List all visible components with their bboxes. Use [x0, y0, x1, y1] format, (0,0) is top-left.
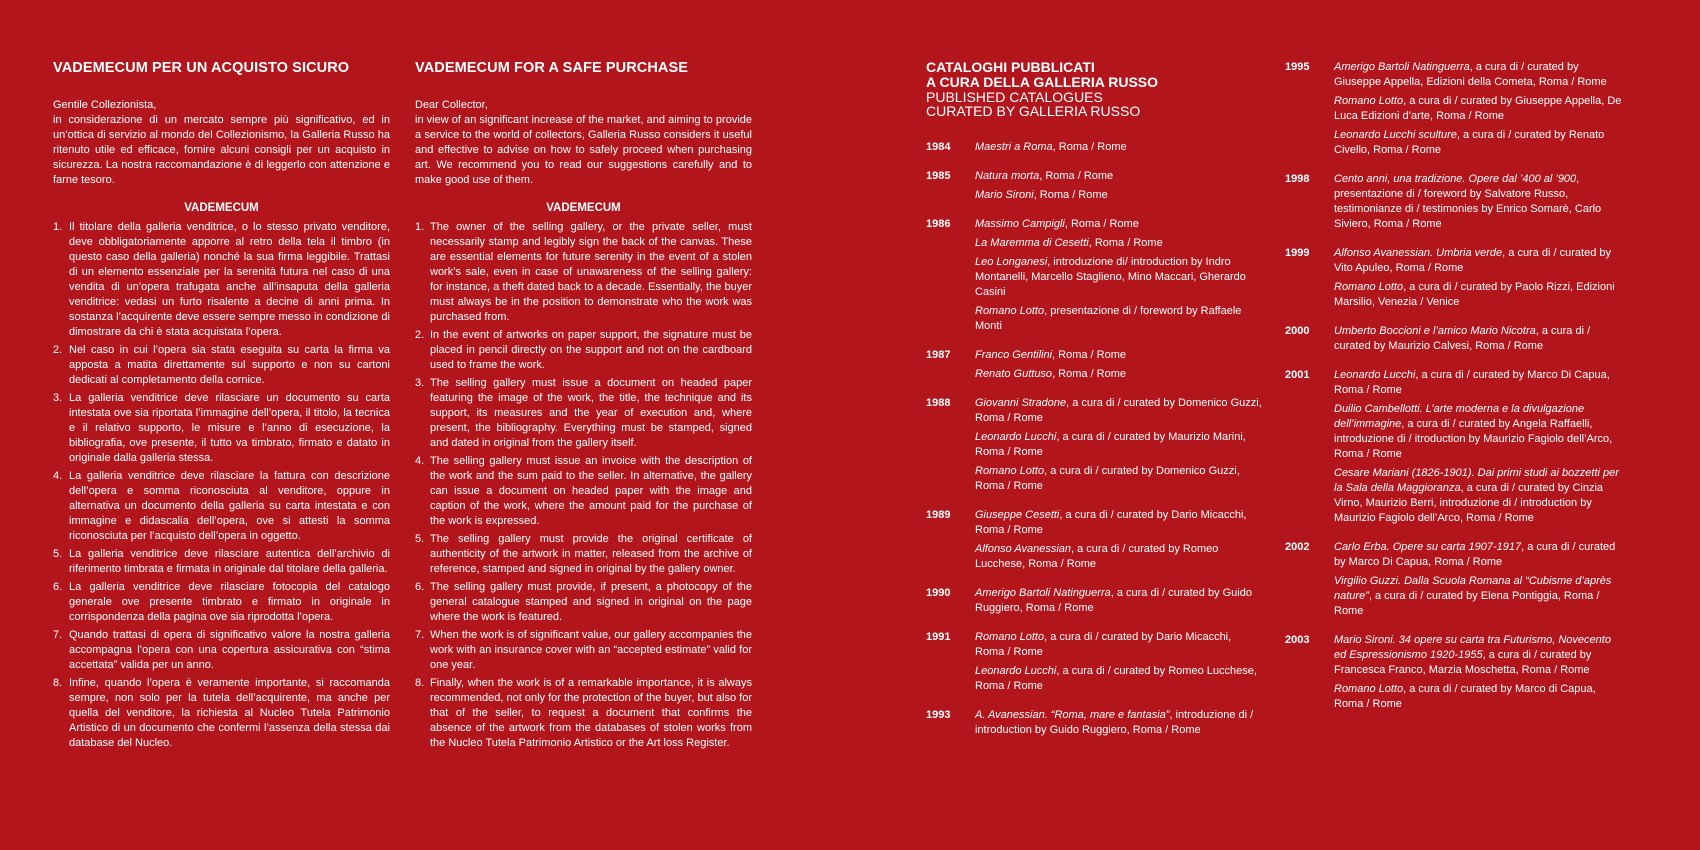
item-text: The selling gallery must issue an invoice with the description of the work and the sum paid to the seller. In alternative, the gallery can issue a document on headed paper with the image and caption of the work, where the amount paid for the purchase of the work is expressed. [430, 455, 752, 527]
catalogue-title: Romano Lotto [1334, 95, 1404, 107]
item-text: La galleria venditrice deve rilasciare un documento su carta intestata ove sia riportata l’immagine dell’opera, il titolo, la tecnica e il relativo supporto, le misure e l’anno di esecuzione, la bibliografia, ove presente, il tutto va timbrato, firmato e datato in originale dalla galleria stessa. [69, 392, 390, 464]
catalogue-entry [975, 217, 1262, 232]
catalogue-title: Leonardo Lucchi [975, 431, 1057, 443]
catalogue-year: 2001 [1285, 369, 1310, 381]
catalogue-title: Amerigo Bartoli Natinguerra [975, 587, 1111, 599]
vademecum-item [53, 469, 390, 544]
item-text: Il titolare della galleria venditrice, o lo stesso privato venditore, deve obbligatoriamente apporre al retro della tela il timbro (in questo caso della galleria) nonché la sua firma leggibile. Trattasi di un elemento essenziale per la serenità futura nel caso di una vendita di un’opera trafugata anche all’insaputa della galleria venditrice: vedasi un furto risalente a decine di anni prima. In sostanza l’acquirente deve essere sempre messo in condizione di dimostrare da chi è stata acquistata l’opera. [69, 221, 390, 338]
catalogue-title: Carlo Erba. Opere su carta 1907-1917 [1334, 541, 1522, 553]
vademecum-item [415, 454, 752, 529]
item-text: The owner of the selling gallery, or the private seller, must necessarily stamp and legibly sign the back of the canvas. These are essential elements for future serenity in the event of a stolen work’s sale, even in case of unawareness of the selling gallery: for instance, a theft dated back to a decade. Essentially, the buyer must always be in the position to demonstrate who the work was purchased from. [430, 221, 752, 323]
item-text: In the event of artworks on paper support, the signature must be placed in pencil directly on the support and not on the cardboard used to frame the work. [430, 329, 752, 371]
catalogue-title: Mario Sironi. 34 opere su carta tra Futurismo, Novecento ed Espressionismo 1920-1955 [1334, 634, 1611, 661]
item-number: 5. [415, 533, 425, 545]
catalogue-details: , Roma / Rome [1052, 141, 1127, 153]
vademecum-item [415, 220, 752, 325]
catalogue-title: Giovanni Stradone [975, 397, 1067, 409]
catalogue-details: , a cura di / curated by Giuseppe Appella, De Luca Edizioni d’arte, Roma / Rome [1334, 95, 1622, 122]
item-number: 4. [415, 455, 425, 467]
catalogue-year: 1991 [926, 631, 951, 643]
catalogue-entry [975, 586, 1262, 616]
catalogue-entry [975, 396, 1262, 426]
catalogue-title: Giuseppe Cesetti [975, 509, 1060, 521]
catalogue-details: , presentazione di / foreword by Salvatore Russo, testimonianze di / testimonies by Enrico Somarè, Carlo Siviero, Roma / Rome [1334, 173, 1602, 230]
catalogue-year-block [926, 630, 1262, 694]
catalogue-year-block [926, 140, 1262, 155]
catalogue-title: Alfonso Avanessian [975, 543, 1072, 555]
vademecum-english-intro [415, 98, 752, 188]
catalogue-details: , a cura di / curated by Angela Raffaelli, introduzione di / itroduction by Maurizio Fagiolo dell’Arco, Roma / Rome [1334, 418, 1613, 460]
catalogue-entry [975, 630, 1262, 660]
catalogue-title: Virgilio Guzzi. Dalla Scuola Romana al “Cubisme d’après nature” [1334, 575, 1612, 602]
vademecum-english-subheading: VADEMECUM [546, 202, 621, 214]
catalogues-title-line2: A CURA DELLA GALLERIA RUSSO [926, 74, 1159, 90]
item-text: Finally, when the work is of a remarkable importance, it is always recommended, not only for the protection of the buyer, but also for that of the seller, to request a document that confirms the absence of the artwork from the databases of stolen works from the Nucleo Tutela Patrimonio Artistico or the Art loss Register. [430, 677, 752, 749]
catalogue-details: , a cura di / curated by Elena Pontiggia, Roma / Rome [1334, 590, 1600, 617]
catalogue-year-block [926, 508, 1262, 572]
item-text: La galleria venditrice deve rilasciare fotocopia del catalogo generale ove presente timbrato e firmato in originale in corrispondenza della pagina ove sia riprodotta l’opera. [69, 581, 390, 623]
catalogue-entry [1334, 466, 1625, 526]
item-text: La galleria venditrice deve rilasciare la fattura con descrizione dell’opera e somma riconosciuta al venditore, oppure in alternativa un documento della galleria su carta intestata e con immagine e didascalia dell’opera, ove si attesti la somma riconosciuta per l’acquisto dell’opera in oggetto. [69, 470, 390, 542]
item-number: 1. [53, 221, 63, 233]
catalogue-year: 1984 [926, 141, 951, 153]
item-number: 2. [415, 329, 425, 341]
catalogue-title: Mario Sironi [975, 189, 1034, 201]
catalogue-details: , a cura di / curated by Marco Di Capua, Roma / Rome [1334, 369, 1610, 396]
catalogues-subtitle-line2: CURATED BY GALLERIA RUSSO [926, 103, 1141, 119]
catalogue-year: 1999 [1285, 247, 1310, 259]
catalogue-entry [1334, 402, 1625, 462]
catalogue-details: , a cura di / curated by Paolo Rizzi, Edizioni Marsilio, Venezia / Venice [1334, 281, 1615, 308]
catalogue-entries [1334, 172, 1625, 232]
catalogue-year-block [1285, 60, 1625, 158]
vademecum-item [415, 328, 752, 373]
catalogue-title: Romano Lotto [975, 465, 1045, 477]
catalogue-details: , Roma / Rome [1064, 218, 1139, 230]
catalogue-year: 2003 [1285, 634, 1310, 646]
catalogues-title-line1: CATALOGHI PUBBLICATI [926, 59, 1095, 75]
catalogue-details: , Roma / Rome [1088, 237, 1163, 249]
catalogue-title: Cesare Mariani (1826-1901). Dai primi studi ai bozzetti per la Sala della Maggioranza [1334, 467, 1619, 494]
catalogue-details: , Roma / Rome [1052, 368, 1127, 380]
catalogues-subtitle [926, 90, 1262, 118]
catalogue-title: Natura morta [975, 170, 1040, 182]
vademecum-italian-title: VADEMECUM PER UN ACQUISTO SICURO [53, 60, 350, 76]
catalogue-title: La Maremma di Cesetti [975, 237, 1089, 249]
vademecum-item [53, 343, 390, 388]
item-number: 7. [415, 629, 425, 641]
catalogue-year: 1988 [926, 397, 951, 409]
catalogue-entry [975, 664, 1262, 694]
vademecum-item [415, 676, 752, 751]
catalogue-entry [1334, 368, 1625, 398]
vademecum-item [415, 580, 752, 625]
catalogue-year: 1995 [1285, 61, 1310, 73]
catalogue-title: Romano Lotto [975, 631, 1045, 643]
catalogue-title: Umberto Boccioni e l’amico Mario Nicotra [1334, 325, 1536, 337]
catalogue-year: 1989 [926, 509, 951, 521]
catalogues-subtitle-line1: PUBLISHED CATALOGUES [926, 89, 1103, 105]
vademecum-italian-subheading: VADEMECUM [184, 202, 259, 214]
vademecum-italian-intro [53, 98, 390, 188]
intro-text: Gentile Collezionista, in considerazione di un mercato sempre più significativo, ed in un’ottica di servizio al mondo del Collezionismo, la Galleria Russo ha ritenuto utile ed efficace, fornire alcuni consigli per un acquisto in sicurezza. La nostra raccomandazione è di leggerlo con attenzione e farne tesoro. [53, 99, 390, 186]
vademecum-item [53, 547, 390, 577]
catalogue-year-block [1285, 368, 1625, 526]
catalogue-year: 1993 [926, 709, 951, 721]
catalogue-details: , introduzione di / introduction by Guido Ruggiero, Roma / Rome [975, 709, 1254, 736]
catalogue-entry [1334, 246, 1625, 276]
catalogue-details: , Roma / Rome [1033, 189, 1108, 201]
catalogue-year-block [1285, 172, 1625, 232]
item-text: The selling gallery must issue a document on headed paper featuring the image of the work, the title, the technique and its support, its measures and the year of execution and, where present, the bibliography. Everything must be stamped, signed and dated in original from the gallery itself. [430, 377, 752, 449]
catalogue-title: Alfonso Avanessian. Umbria verde [1334, 247, 1503, 259]
catalogue-entry [975, 188, 1262, 203]
vademecum-english-column [415, 60, 752, 754]
catalogue-year: 1990 [926, 587, 951, 599]
catalogue-entries [975, 708, 1262, 738]
catalogue-title: Romano Lotto [975, 305, 1045, 317]
catalogue-title: Romano Lotto [1334, 281, 1404, 293]
item-text: Infine, quando l’opera è veramente importante, si raccomanda sempre, non solo per la tutela dell’acquirente, ma anche per quella del venditore, la richiesta al Nucleo Tutela Patrimonio Artistico di un documento che confermi l’assenza della stessa dai database del Nucleo. [69, 677, 390, 749]
catalogue-title: Leonardo Lucchi sculture [1334, 129, 1457, 141]
catalogue-entry [975, 236, 1262, 251]
catalogue-year-block [926, 708, 1262, 738]
catalogue-entry [1334, 128, 1625, 158]
catalogue-entries [975, 217, 1262, 334]
catalogue-year: 1986 [926, 218, 951, 230]
catalogue-entry [1334, 574, 1625, 619]
catalogue-entry [975, 464, 1262, 494]
catalogue-title: Massimo Campigli [975, 218, 1065, 230]
item-number: 3. [415, 377, 425, 389]
catalogue-year-block [1285, 324, 1625, 354]
vademecum-item [415, 376, 752, 451]
catalogue-entry [1334, 324, 1625, 354]
item-text: La galleria venditrice deve rilasciare autentica dell’archivio di riferimento timbrata e firmata in originale dal titolare della galleria. [69, 548, 390, 575]
catalogue-details: , a cura di / curated by Domenico Guzzi, Roma / Rome [975, 465, 1240, 492]
item-text: The selling gallery must provide, if present, a photocopy of the general catalogue stamped and signed in original on the page where the work is featured. [430, 581, 752, 623]
vademecum-english-title: VADEMECUM FOR A SAFE PURCHASE [415, 60, 689, 76]
catalogue-title: Amerigo Bartoli Natinguerra [1334, 61, 1470, 73]
item-number: 8. [53, 677, 63, 689]
catalogue-entry [975, 367, 1262, 382]
catalogue-entries [1334, 324, 1625, 354]
vademecum-item [53, 676, 390, 751]
item-number: 7. [53, 629, 63, 641]
item-text: Quando trattasi di opera di significativo valore la nostra galleria accompagna l’opera con una copertura assicurativa con “stima accettata” valida per un anno. [69, 629, 390, 671]
catalogue-entries [975, 169, 1262, 203]
catalogues-column-left [926, 60, 1262, 752]
item-text: The selling gallery must provide the original certificate of authenticity of the artwork in matter, released from the archive of reference, stamped and signed in original by the gallery owner. [430, 533, 752, 575]
vademecum-item [415, 628, 752, 673]
catalogue-year-block [926, 217, 1262, 334]
catalogue-entry [1334, 94, 1625, 124]
item-text: Nel caso in cui l’opera sia stata eseguita su carta la firma va apposta a matita direttamente sul supporto e non su cartoni dedicati al completamento della cornice. [69, 344, 390, 386]
catalogue-entry [1334, 280, 1625, 310]
catalogue-entry [975, 708, 1262, 738]
catalogue-details: , a cura di / curated by Maurizio Calvesi, Roma / Rome [1334, 325, 1591, 352]
vademecum-item [53, 391, 390, 466]
catalogue-year: 1985 [926, 170, 951, 182]
catalogue-entries [975, 348, 1262, 382]
catalogue-entries [1334, 246, 1625, 310]
catalogue-entry [1334, 540, 1625, 570]
catalogue-details: , a cura di / curated by Giuseppe Appella, Edizioni della Cometa, Roma / Rome [1334, 61, 1607, 88]
catalogue-year-block [926, 169, 1262, 203]
catalogue-details: , a cura di / curated by Marco Di Capua, Roma / Rome [1334, 541, 1616, 568]
catalogue-entry [975, 348, 1262, 363]
vademecum-english-list [415, 220, 752, 751]
catalogue-entries [975, 396, 1262, 494]
catalogue-year-block [926, 396, 1262, 494]
catalogues-column-right [1285, 60, 1625, 726]
item-text: When the work is of significant value, our gallery accompanies the work with an insurance cover with an “accepted estimate” valid for one year. [430, 629, 752, 671]
item-number: 6. [53, 581, 63, 593]
catalogue-years-left [926, 140, 1262, 738]
vademecum-italian-list [53, 220, 390, 751]
catalogue-years-right [1285, 60, 1625, 712]
vademecum-item [53, 580, 390, 625]
catalogue-entries [975, 140, 1262, 155]
catalogue-details: , a cura di / curated by Guido Ruggiero, Roma / Rome [975, 587, 1252, 614]
item-number: 1. [415, 221, 425, 233]
catalogue-year-block [926, 348, 1262, 382]
item-number: 8. [415, 677, 425, 689]
catalogue-details: , a cura di / curated by Cinzia Virno, Maurizio Berri, introduzione di / introduction by Maurizio Fagiolo dell’Arco, Roma / Rome [1334, 482, 1604, 524]
catalogue-entry [975, 542, 1262, 572]
catalogue-title: Franco Gentilini [975, 349, 1053, 361]
catalogue-details: , a cura di / curated by Vito Apuleo, Roma / Rome [1334, 247, 1611, 274]
catalogue-entries [975, 508, 1262, 572]
catalogue-year-block [1285, 633, 1625, 712]
catalogue-year: 2000 [1285, 325, 1310, 337]
catalogues-title [926, 60, 1262, 90]
catalogue-entries [975, 630, 1262, 694]
catalogue-title: Romano Lotto [1334, 683, 1404, 695]
catalogue-entry [975, 508, 1262, 538]
catalogue-year: 1998 [1285, 173, 1310, 185]
catalogue-details: , a cura di / curated by Maurizio Marini, Roma / Rome [975, 431, 1246, 458]
item-number: 4. [53, 470, 63, 482]
catalogue-title: Maestri a Roma [975, 141, 1053, 153]
vademecum-italian-column [53, 60, 390, 754]
catalogue-title: Leo Longanesi [975, 256, 1048, 268]
catalogue-entry [975, 304, 1262, 334]
catalogue-title: Renato Guttuso [975, 368, 1053, 380]
catalogue-details: , a cura di / curated by Francesca Franco, Marzia Moschetta, Roma / Rome [1334, 649, 1592, 676]
catalogue-details: , a cura di / curated by Renato Civello, Roma / Rome [1334, 129, 1605, 156]
catalogue-year: 1987 [926, 349, 951, 361]
catalogue-entry [1334, 633, 1625, 678]
catalogue-year-block [1285, 246, 1625, 310]
catalogue-year-block [926, 586, 1262, 616]
catalogue-details: , Roma / Rome [1039, 170, 1114, 182]
catalogue-entries [975, 586, 1262, 616]
vademecum-item [53, 628, 390, 673]
catalogue-details: , introduzione di/ introduction by Indro Montanelli, Marcello Staglieno, Mino Maccari, Gherardo Casini [975, 256, 1246, 298]
catalogue-details: , a cura di / curated by Domenico Guzzi, Roma / Rome [975, 397, 1262, 424]
catalogue-entry [1334, 682, 1625, 712]
catalogue-details: , presentazione di / foreword by Raffaele Monti [975, 305, 1242, 332]
catalogue-year-block [1285, 540, 1625, 619]
catalogue-details: , a cura di / curated by Dario Micacchi, Roma / Rome [975, 509, 1247, 536]
catalogue-details: , a cura di / curated by Romeo Lucchese, Roma / Rome [975, 665, 1257, 692]
catalogue-title: A. Avanessian. “Roma, mare e fantasia” [975, 709, 1170, 721]
catalogue-entry [1334, 60, 1625, 90]
catalogue-title: Leonardo Lucchi [1334, 369, 1416, 381]
catalogue-details: , a cura di / curated by Romeo Lucchese, Roma / Rome [975, 543, 1219, 570]
catalogue-year: 2002 [1285, 541, 1310, 553]
catalogue-title: Leonardo Lucchi [975, 665, 1057, 677]
catalogue-title: Cento anni, una tradizione. Opere dal ’400 al ’900 [1334, 173, 1577, 185]
catalogue-details: , a cura di / curated by Dario Micacchi, Roma / Rome [975, 631, 1232, 658]
catalogue-entries [1334, 633, 1625, 712]
vademecum-item [415, 532, 752, 577]
catalogue-entry [975, 169, 1262, 184]
catalogue-details: , Roma / Rome [1052, 349, 1127, 361]
catalogue-title: Duilio Cambellotti. L’arte moderna e la divulgazione dell’immagine [1334, 403, 1585, 430]
vademecum-item [53, 220, 390, 340]
catalogue-details: , a cura di / curated by Marco di Capua, Roma / Rome [1334, 683, 1596, 710]
catalogue-entry [975, 255, 1262, 300]
item-number: 3. [53, 392, 63, 404]
catalogue-entry [975, 140, 1262, 155]
catalogue-entry [975, 430, 1262, 460]
catalogue-entries [1334, 540, 1625, 619]
catalogue-entries [1334, 60, 1625, 158]
catalogue-entries [1334, 368, 1625, 526]
item-number: 2. [53, 344, 63, 356]
item-number: 5. [53, 548, 63, 560]
intro-text: Dear Collector, in view of an significant increase of the market, and aiming to provide a service to the world of collectors, Galleria Russo considers it useful and effective to advise on how to safely proceed when purchasing art. We recommend you to read our suggestions carefully and to make good use of them. [415, 99, 752, 186]
catalogue-entry [1334, 172, 1625, 232]
item-number: 6. [415, 581, 425, 593]
